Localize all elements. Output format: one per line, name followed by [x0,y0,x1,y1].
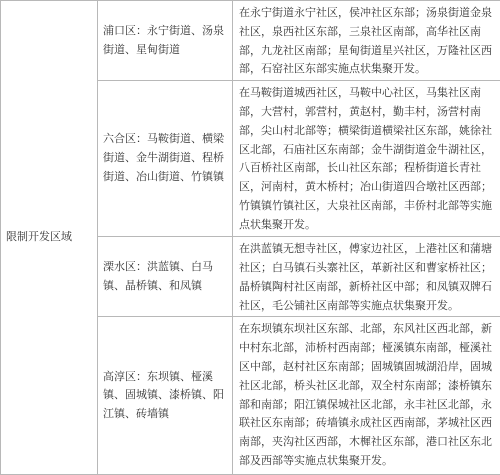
description-cell: 在永宁街道永宁社区，侯冲社区东部；汤泉街道金泉社区，泉西社区东部，三泉社区南部，高华社区南部，九龙社区南部；星甸街道星兴社区，万隆社区西部，石窑社区东部实施点状集聚开发。 [233,1,500,81]
description-cell: 在马鞍街道城西社区，马鞍中心社区，马集社区南部，大营村，郭营村，黄赵村，勤丰村，汤营村南部，尖山村北部等；横梁街道横梁社区东部，姚徐社区北部，石庙社区东南部；金牛湖街道金牛湖社区，八百桥社区南部，长山社区东部；程桥街道长青社区，河南村，黄木桥村；冶山街道四合墩社区西部；竹镇镇竹镇社区，大泉社区南部，丰侨村北部等实施点状集聚开发。 [233,81,500,237]
district-cell: 溧水区：洪蓝镇、白马镇、晶桥镇、和凤镇 [98,237,233,317]
table-row [1,1,500,81]
district-cell: 浦口区：永宁街道、汤泉街道、星甸街道 [98,1,233,81]
description-cell: 在洪蓝镇无想寺社区，傅家边社区，上港社区和蒲塘社区；白马镇石头寨社区，革新社区和曹家桥社区；晶桥镇陶村社区南部，新桥社区中部；和凤镇双牌石社区，毛公铺社区南部等实施点状集聚开发。 [233,237,500,317]
description-cell: 在东坝镇东坝社区东部、北部，东风社区西北部，新中村东北部，沛桥村西南部；桠溪镇东南部，桠溪社区中部，赵村社区东南部；固城镇固城湖沿岸，固城社区北部，桥头社区北部，双全村东南部；漆桥镇东部和南部；阳江镇保城社区北部，永丰社区北部，永联社区东南部；砖墙镇永成社区西南部，茅城社区西南部，夹沟社区西部，木樨社区东部，港口社区东北部及西部等实施点状集聚开发。 [233,317,500,475]
district-cell: 高淳区：东坝镇、桠溪镇、固城镇、漆桥镇、阳江镇、砖墙镇 [98,317,233,475]
zone-category-cell: 限制开发区域 [1,1,98,475]
district-cell: 六合区：马鞍街道、横梁街道、金牛湖街道、程桥街道、冶山街道、竹镇镇 [98,81,233,237]
